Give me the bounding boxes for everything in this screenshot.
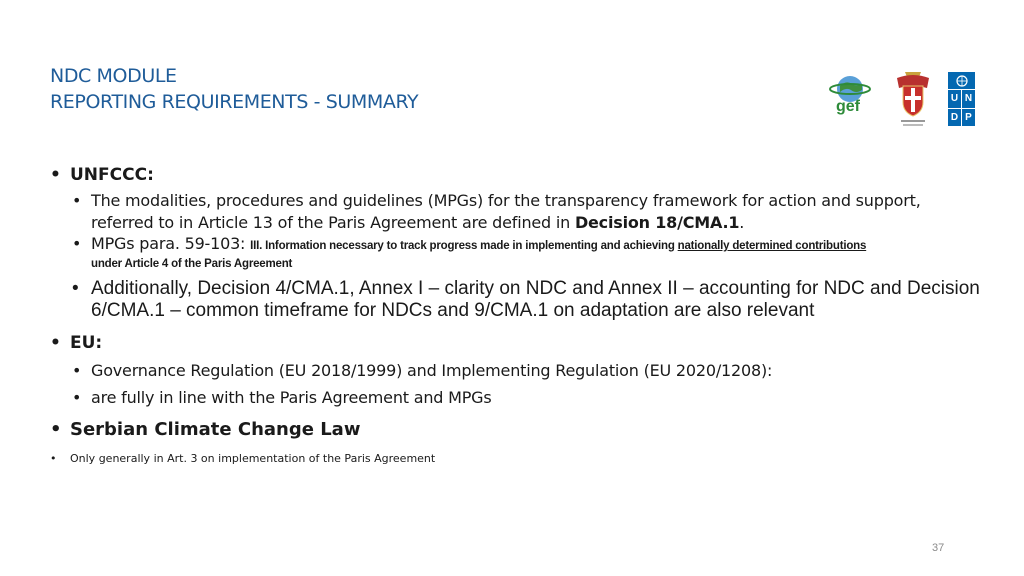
bullet-serbian-law — [50, 417, 980, 443]
undp-letter: U — [948, 90, 961, 107]
unfccc-item-1: • The modalities, procedures and guidelines (MPGs) for the transparency framework for action and support, referred to in Article 13 of the Paris Agreement are defined in Decision 18/CMA.1. — [50, 190, 980, 234]
undp-emblem-icon — [948, 72, 975, 89]
undp-letter: D — [948, 109, 961, 126]
undp-letter: N — [962, 90, 975, 107]
serbian-heading: Serbian Climate Change Law — [70, 419, 361, 440]
serbia-coat-of-arms-logo — [887, 68, 939, 132]
undp-logo — [948, 72, 976, 127]
undp-letter: P — [962, 109, 975, 126]
gef-logo-text: gef — [836, 98, 860, 115]
eu-heading: EU: — [70, 333, 103, 353]
serbian-item-1: • Only generally in Art. 3 on implementation of the Paris Agreement — [50, 451, 980, 467]
page-number: 37 — [932, 542, 945, 554]
title-line-2: REPORTING REQUIREMENTS - SUMMARY — [50, 91, 419, 113]
unfccc-item-3: • Additionally, Decision 4/CMA.1, Annex I – clarity on NDC and Annex II – accounting for NDC and Decision 6/CMA.1 – common timeframe for NDCs and 9/CMA.1 on adaptation are also relevant — [50, 278, 980, 322]
bullet-unfccc — [50, 162, 980, 188]
title-line-1: NDC MODULE — [50, 65, 177, 87]
bullet-eu — [50, 330, 980, 356]
eu-item-1: • Governance Regulation (EU 2018/1999) and Implementing Regulation (EU 2020/1208): — [50, 360, 980, 382]
unfccc-item-2: • MPGs para. 59-103: III. Information necessary to track progress made in implementing and achieving nationally determined contributions under Article 4 of the Paris Agreement — [50, 236, 980, 272]
slide-content — [50, 162, 980, 467]
slide-title — [50, 63, 418, 115]
gef-logo — [828, 72, 872, 120]
eu-item-2: • are fully in line with the Paris Agreement and MPGs — [50, 387, 980, 409]
unfccc-heading: UNFCCC: — [70, 165, 154, 185]
